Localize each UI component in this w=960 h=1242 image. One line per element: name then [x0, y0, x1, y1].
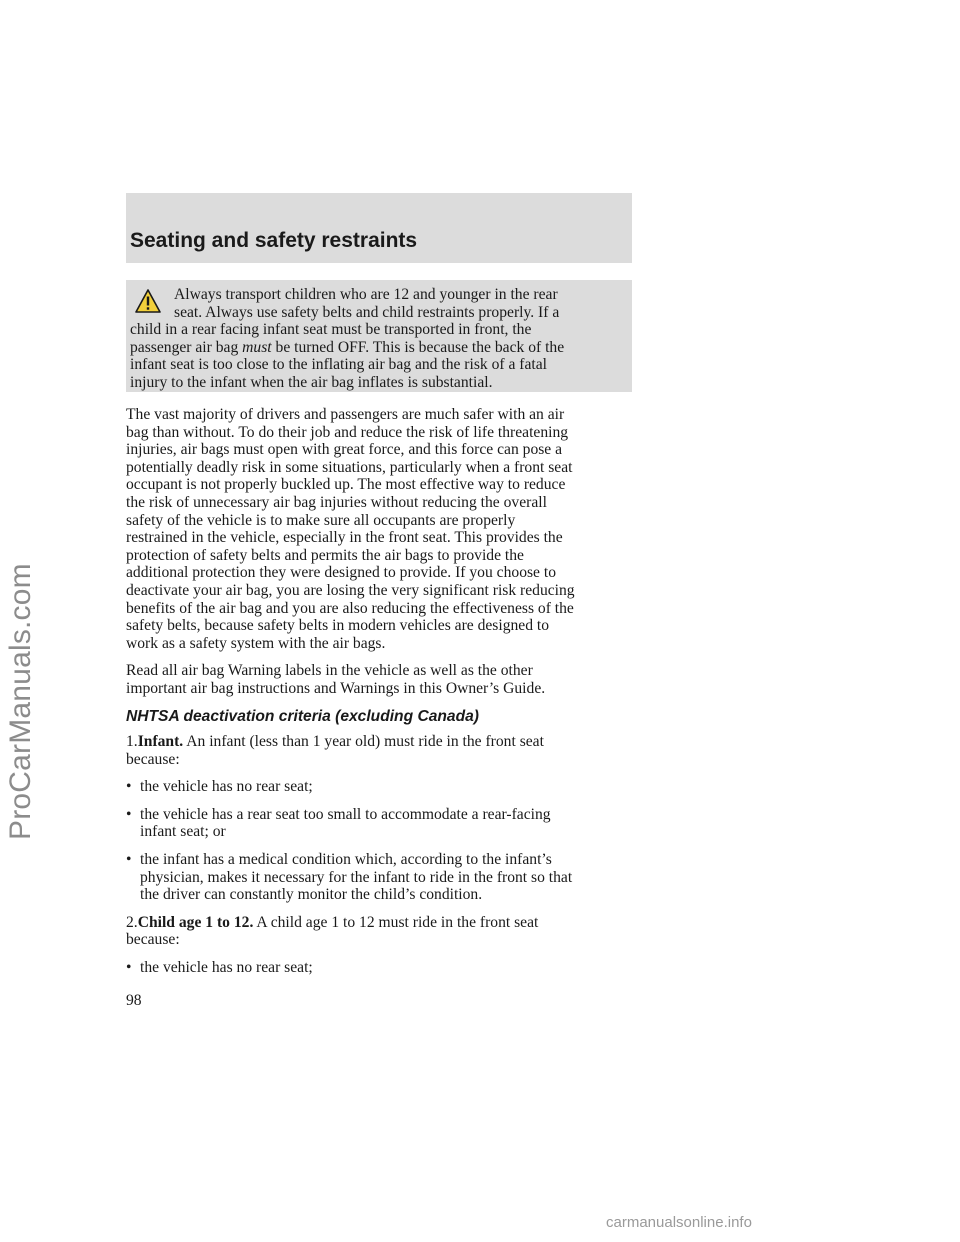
bullet-text: physician, makes it necessary for the infant to ride in the front so that [140, 868, 573, 886]
text-line: additional protection they were designed to provide. If you choose to [126, 564, 557, 582]
warning-box [126, 280, 632, 392]
warning-text [130, 286, 626, 392]
bullet-item [126, 806, 632, 841]
text-line: protection of safety belts and permits the air bags to provide the [126, 546, 524, 564]
numbered-item-child: 2.Child age 1 to 12. A child age 1 to 12 must ride in the front seat because: [126, 913, 539, 949]
item-title: Infant. [137, 733, 184, 751]
subheading: NHTSA deactivation criteria (excluding Canada) [126, 707, 479, 725]
footer-watermark: carmanualsonline.info [606, 1214, 752, 1231]
text-line: benefits of the air bag and you are also reducing the effectiveness of the [126, 599, 574, 617]
bullet-text: the vehicle has no rear seat; [140, 778, 313, 796]
text-line: deactivate your air bag, you are losing the very significant risk reducing [126, 581, 575, 599]
text-line: injuries, air bags must open with great force, and this force can pose a [126, 441, 563, 459]
bullet-marker: • [126, 778, 132, 796]
text-line: occupant is not properly buckled up. The most effective way to reduce [126, 476, 566, 494]
text-line: work as a safety system with the air bags. [126, 634, 386, 652]
body-paragraph [126, 662, 632, 697]
item-title: Child age 1 to 12. [137, 913, 254, 931]
body-paragraph [126, 406, 632, 652]
bullet-item [126, 959, 632, 977]
bullet-item [126, 778, 632, 796]
bullet-text: the driver can constantly monitor the child’s condition. [140, 886, 483, 904]
numbered-item-infant: 1.Infant. An infant (less than 1 year old) must ride in the front seat because: [126, 733, 544, 768]
section-title: Seating and safety restraints [130, 229, 418, 252]
side-watermark [4, 0, 44, 1242]
bullet-text: infant seat; or [140, 823, 226, 841]
bullet-text: the vehicle has a rear seat too small to accommodate a rear-facing [140, 805, 551, 823]
warning-line: passenger air bag must be turned OFF. This is because the back of the [130, 338, 565, 356]
text-line: The vast majority of drivers and passengers are much safer with an air [126, 406, 565, 423]
text-line: the risk of unnecessary air bag injuries without reducing the overall [126, 493, 547, 511]
text-line: safety belts, because safety belts in modern vehicles are designed to [126, 617, 550, 635]
main-content [126, 406, 632, 987]
bullet-text: the infant has a medical condition which, according to the infant’s [140, 851, 552, 869]
section-header [126, 193, 632, 263]
text-line: important air bag instructions and Warnings in this Owner’s Guide. [126, 679, 546, 697]
text-line: potentially deadly risk in some situations, particularly when a front seat [126, 458, 573, 476]
text-line: safety of the vehicle is to make sure all occupants are properly [126, 511, 516, 529]
bullet-text: the vehicle has no rear seat; [140, 959, 313, 977]
side-watermark-text: ProCarManuals.com [4, 563, 37, 840]
warning-emphasis: must [242, 338, 272, 356]
warning-line: Always transport children who are 12 and younger in the rear [174, 286, 558, 303]
warning-line: injury to the infant when the air bag inflates is substantial. [130, 373, 493, 391]
bullet-marker: • [126, 851, 132, 869]
text-line: Read all air bag Warning labels in the vehicle as well as the other [126, 662, 533, 680]
bullet-marker: • [126, 805, 132, 823]
warning-line: infant seat is too close to the inflating air bag and the risk of a fatal [130, 356, 548, 374]
bullet-list [126, 959, 632, 977]
text-line: restrained in the vehicle, especially in the front seat. This provides the [126, 529, 563, 547]
bullet-list [126, 778, 632, 904]
text-line: bag than without. To do their job and reduce the risk of life threatening [126, 423, 569, 441]
warning-line: seat. Always use safety belts and child restraints properly. If a [174, 303, 560, 321]
warning-line: child in a rear facing infant seat must be transported in front, the [130, 321, 532, 339]
bullet-marker: • [126, 959, 132, 977]
page-number: 98 [126, 992, 142, 1009]
bullet-item [126, 851, 632, 904]
